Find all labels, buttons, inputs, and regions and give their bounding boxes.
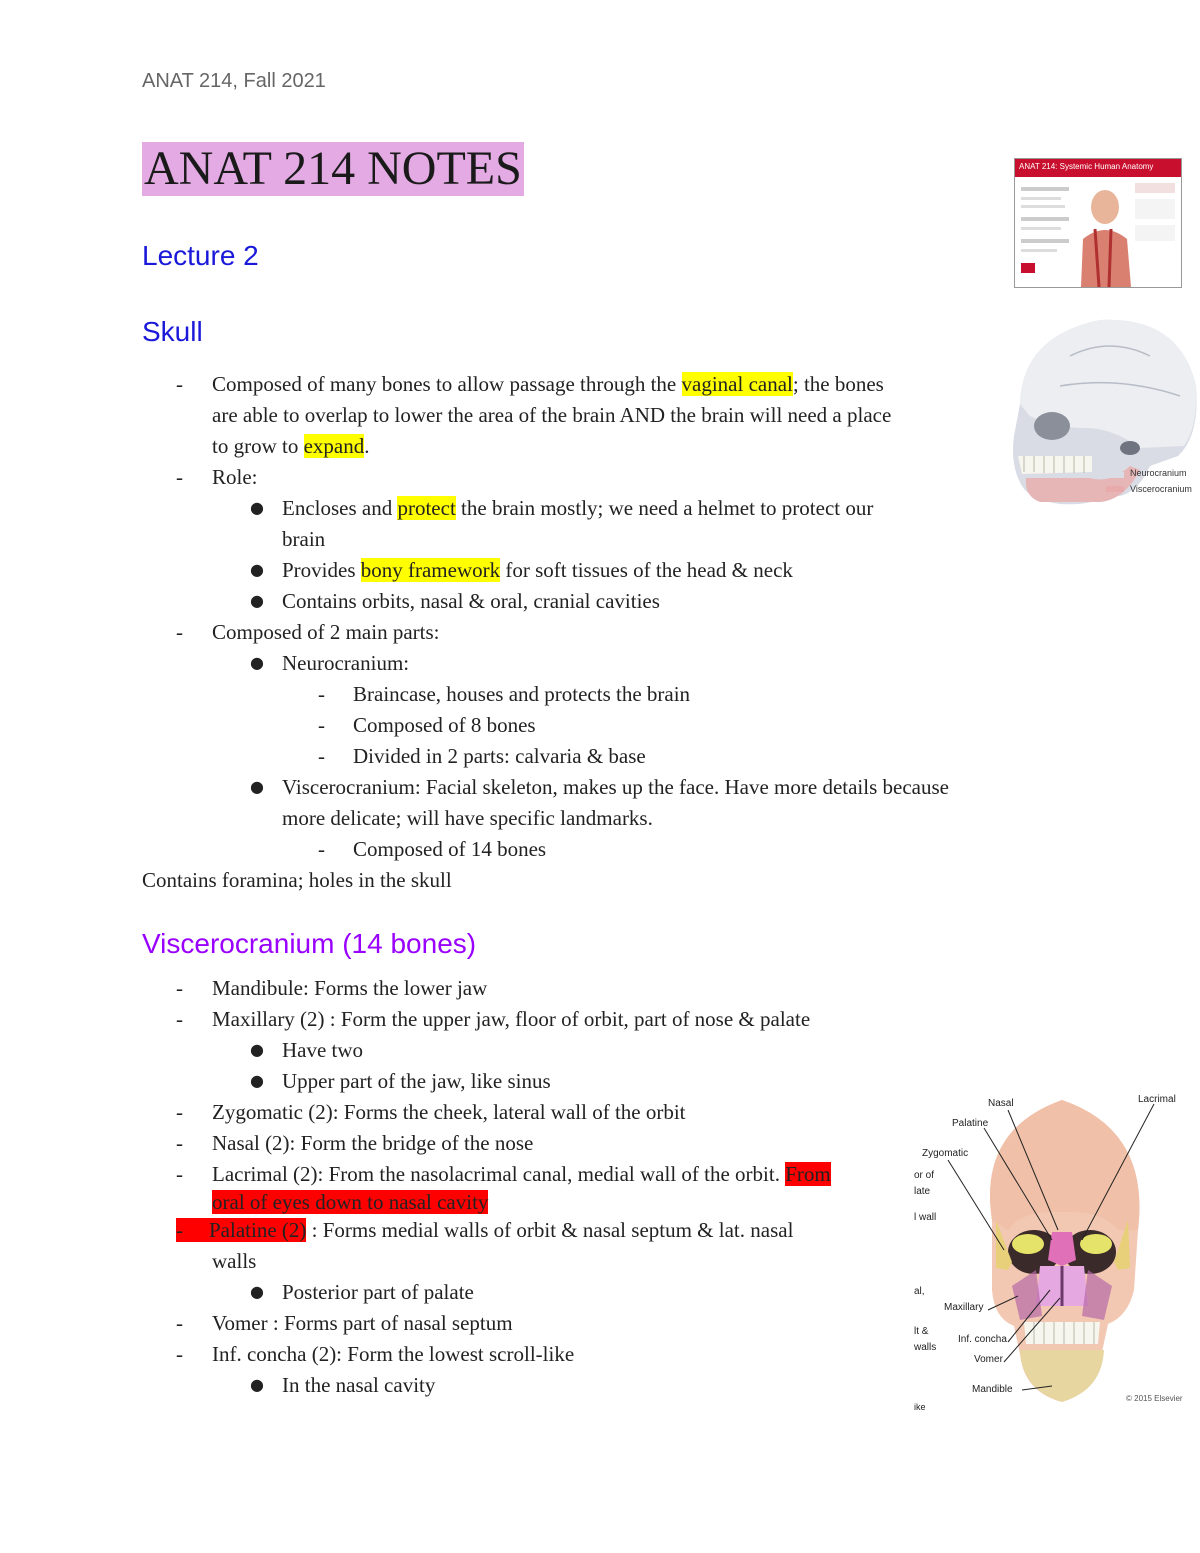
bone-palatine-line-2: walls bbox=[212, 1249, 257, 1273]
bullet-marker: ● bbox=[250, 1040, 264, 1059]
dash-marker: - bbox=[318, 837, 325, 861]
dash-marker: - bbox=[176, 620, 183, 644]
label-maxillary: Maxillary bbox=[944, 1302, 984, 1313]
neuro-item-2: Composed of 8 bones bbox=[353, 713, 536, 737]
role-item-1-line-2: brain bbox=[282, 527, 326, 551]
bullet-marker: ● bbox=[250, 1071, 264, 1090]
legend-neurocranium: Neurocranium bbox=[1130, 468, 1187, 478]
role-item-1-line-1: Encloses and protect the brain mostly; we need a helmet to protect our bbox=[282, 496, 874, 520]
bullet-marker: ● bbox=[250, 1282, 264, 1301]
neuro-item-1: Braincase, houses and protects the brain bbox=[353, 682, 691, 706]
dash-marker: - bbox=[318, 682, 325, 706]
label-vomer: Vomer bbox=[974, 1354, 1003, 1365]
bullet-marker: ● bbox=[250, 1375, 264, 1394]
skull-point-1-line-3: to grow to expand. bbox=[212, 434, 370, 458]
dash-marker: - bbox=[176, 1100, 183, 1124]
skull-heading: Skull bbox=[142, 316, 203, 347]
dash-marker: - bbox=[176, 1311, 183, 1335]
dash-marker: - bbox=[176, 1007, 183, 1031]
role-item-3: Contains orbits, nasal & oral, cranial cavities bbox=[282, 589, 660, 613]
viscerocranium-line-1: Viscerocranium: Facial skeleton, makes up the face. Have more details because bbox=[282, 775, 949, 799]
dash-marker: - bbox=[176, 372, 183, 396]
maxillary-note-2: Upper part of the jaw, like sinus bbox=[282, 1069, 551, 1093]
bone-lacrimal-line-1: Lacrimal (2): From the nasolacrimal canal, medial wall of the orbit. From bbox=[212, 1162, 831, 1186]
label-zygomatic: Zygomatic bbox=[922, 1148, 969, 1159]
bone-inf-concha: Inf. concha (2): Form the lowest scroll-like bbox=[212, 1342, 575, 1366]
bone-palatine-line-1: - Palatine (2) : Forms medial walls of orbit & nasal septum & lat. nasal bbox=[176, 1218, 794, 1242]
slide-title: ANAT 214: Systemic Human Anatomy bbox=[1019, 162, 1154, 171]
skull-point-1-line-2: are able to overlap to lower the area of the brain AND the brain will need a place bbox=[212, 403, 892, 427]
legend-viscerocranium: Viscerocranium bbox=[1130, 484, 1192, 494]
dash-marker: - bbox=[176, 1162, 183, 1186]
bullet-marker: ● bbox=[250, 498, 264, 517]
neuro-item-3: Divided in 2 parts: calvaria & base bbox=[353, 744, 646, 768]
role-label: Role: bbox=[212, 465, 258, 489]
label-nasal: Nasal bbox=[988, 1098, 1014, 1109]
dash-marker: - bbox=[176, 1342, 183, 1366]
viscerocranium-line-2: more delicate; will have specific landmarks. bbox=[282, 806, 653, 830]
skull-lateral-image bbox=[1000, 316, 1200, 516]
label-mandible: Mandible bbox=[972, 1384, 1013, 1395]
bone-nasal: Nasal (2): Form the bridge of the nose bbox=[212, 1131, 534, 1155]
dash-marker: - bbox=[176, 1131, 183, 1155]
bone-lacrimal-line-2: oral of eyes down to nasal cavity bbox=[212, 1190, 489, 1214]
image-copyright: © 2015 Elsevier bbox=[1126, 1394, 1183, 1403]
label-palatine: Palatine bbox=[952, 1118, 989, 1129]
bone-maxillary: Maxillary (2) : Form the upper jaw, floor of orbit, part of nose & palate bbox=[212, 1007, 811, 1031]
dash-marker: - bbox=[176, 465, 183, 489]
foramina-note: Contains foramina; holes in the skull bbox=[142, 868, 452, 892]
skull-point-1-line-1: Composed of many bones to allow passage through the vaginal canal; the bones bbox=[212, 372, 884, 396]
cropped-caption-7: ike bbox=[914, 1402, 926, 1412]
maxillary-note-1: Have two bbox=[282, 1038, 364, 1062]
role-item-2: Provides bony framework for soft tissues of the head & neck bbox=[282, 558, 793, 582]
cropped-caption-5: lt & bbox=[914, 1326, 929, 1337]
cropped-caption-2: late bbox=[914, 1186, 931, 1197]
cropped-caption-1: or of bbox=[914, 1170, 935, 1181]
skull-anterior-image bbox=[912, 1090, 1200, 1412]
slide-figure-icon bbox=[1015, 159, 1181, 287]
bullet-marker: ● bbox=[250, 653, 264, 672]
lecture-heading: Lecture 2 bbox=[142, 240, 259, 271]
palatine-note: Posterior part of palate bbox=[282, 1280, 474, 1304]
bullet-marker: ● bbox=[250, 591, 264, 610]
bone-mandibule: Mandibule: Forms the lower jaw bbox=[212, 976, 488, 1000]
viscerocranium-heading: Viscerocranium (14 bones) bbox=[142, 928, 477, 959]
cropped-caption-6: walls bbox=[914, 1342, 937, 1353]
dash-marker: - bbox=[318, 744, 325, 768]
dash-marker: - bbox=[176, 976, 183, 1000]
page-header: ANAT 214, Fall 2021 bbox=[142, 70, 326, 92]
label-inf-concha: Inf. concha bbox=[958, 1334, 1007, 1345]
bone-zygomatic: Zygomatic (2): Forms the cheek, lateral wall of the orbit bbox=[212, 1100, 686, 1124]
skull-anterior-icon bbox=[912, 1090, 1200, 1412]
concha-note: In the nasal cavity bbox=[282, 1373, 436, 1397]
bone-vomer: Vomer : Forms part of nasal septum bbox=[212, 1311, 513, 1335]
bullet-marker: ● bbox=[250, 777, 264, 796]
neurocranium-label: Neurocranium: bbox=[282, 651, 410, 675]
cropped-caption-3: l wall bbox=[914, 1212, 937, 1223]
lecture-slide-thumbnail bbox=[1014, 158, 1182, 288]
cropped-caption-4: al, bbox=[914, 1286, 925, 1297]
label-lacrimal: Lacrimal bbox=[1138, 1094, 1176, 1105]
dash-marker: - bbox=[318, 713, 325, 737]
visc-item-1: Composed of 14 bones bbox=[353, 837, 547, 861]
page-title: ANAT 214 NOTES bbox=[144, 142, 522, 195]
bullet-marker: ● bbox=[250, 560, 264, 579]
parts-label: Composed of 2 main parts: bbox=[212, 620, 440, 644]
